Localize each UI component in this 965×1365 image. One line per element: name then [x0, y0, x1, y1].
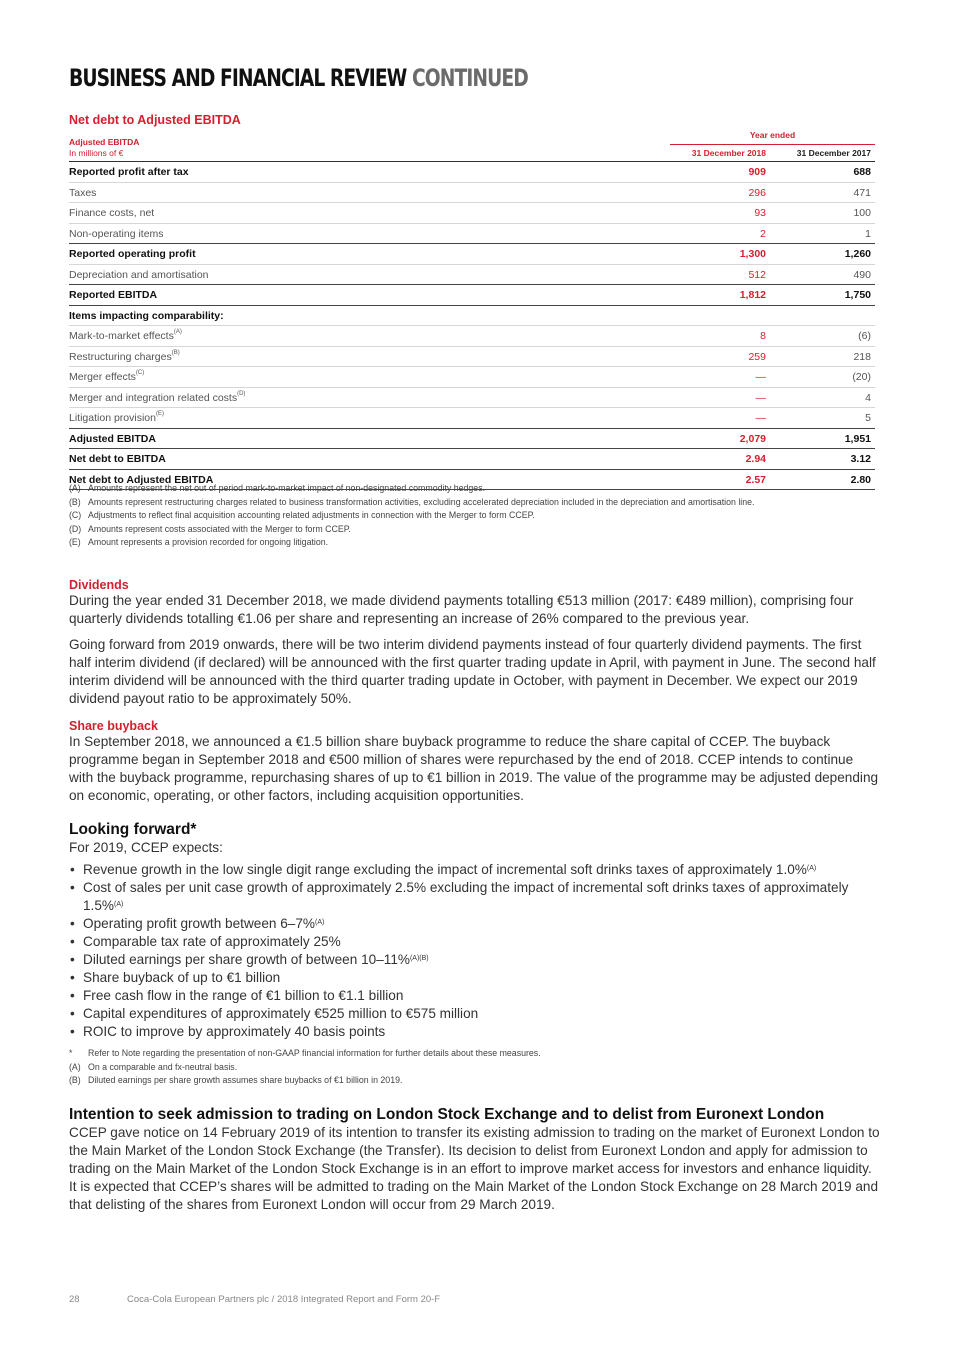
lse-section — [69, 1106, 881, 1214]
footnote — [69, 496, 875, 510]
table-row — [69, 449, 875, 470]
list-item — [69, 969, 881, 987]
value-2017: (20) — [852, 371, 871, 383]
value-2018: 2 — [760, 227, 766, 240]
table-header-label: Adjusted EBITDA — [69, 137, 140, 147]
row-label-text: Mark-to-market effects — [69, 330, 174, 342]
looking-forward-heading: Looking forward* — [69, 821, 197, 838]
list-item — [69, 987, 881, 1005]
footnote — [69, 1061, 881, 1075]
bullet-text: Comparable tax rate of approximately 25% — [83, 934, 341, 949]
value-2017: 100 — [853, 207, 871, 219]
row-label-text: Merger and integration related costs — [69, 391, 238, 404]
table-row — [69, 285, 875, 306]
page-title — [69, 64, 528, 92]
row-label-text: Reported operating profit — [69, 248, 196, 260]
value-2018: — — [755, 412, 766, 424]
table-row — [69, 265, 875, 286]
row-label — [69, 248, 196, 260]
value-2018: 259 — [748, 350, 766, 363]
value-2017: 688 — [853, 166, 871, 178]
row-footnote-ref: (A) — [173, 329, 182, 335]
table-row — [69, 429, 875, 450]
footnote-key: (A) — [69, 483, 81, 493]
value-2017: (6) — [858, 330, 871, 342]
table-row — [69, 388, 875, 409]
value-2018: 8 — [760, 330, 766, 342]
value-2018: 2.94 — [745, 453, 766, 465]
footnote — [69, 482, 875, 496]
row-label-text: Litigation provision — [69, 412, 156, 424]
table-row — [69, 347, 875, 368]
footnote-text: Amount represents a provision recorded for ongoing litigation. — [88, 537, 329, 547]
row-footnote-ref: (C) — [135, 370, 145, 376]
row-label-text: Reported profit after tax — [69, 166, 189, 178]
row-label — [69, 269, 209, 281]
footnote — [69, 536, 875, 550]
footnote — [69, 523, 875, 537]
footnote — [69, 509, 875, 523]
footnote — [69, 1047, 881, 1061]
table-footnotes — [69, 482, 875, 550]
column-header-2017: 31 December 2017 — [796, 148, 871, 158]
bullet-text: ROIC to improve by approximately 40 basis points — [83, 1024, 386, 1039]
year-ended-label: Year ended — [670, 130, 875, 145]
footnote-text: Amounts represent costs associated with the Merger to form CCEP. — [88, 523, 351, 534]
table-title: Net debt to Adjusted EBITDA — [69, 113, 241, 127]
looking-forward-section — [69, 821, 881, 1088]
value-2017: 218 — [853, 350, 871, 363]
value-2018: 2,079 — [739, 432, 766, 445]
list-item — [69, 915, 881, 933]
row-label-text: Reported EBITDA — [69, 289, 158, 301]
row-label-text: Non-operating items — [69, 227, 164, 240]
footnote-key: (A) — [69, 1061, 81, 1072]
bullet-text: Diluted earnings per share growth of between 10–11% — [83, 952, 410, 967]
list-item — [69, 1005, 881, 1023]
footnote — [69, 1074, 881, 1088]
bullet-text: Free cash flow in the range of €1 billion to €1.1 billion — [83, 988, 404, 1003]
row-label — [69, 453, 166, 465]
footnote-text: On a comparable and fx-neutral basis. — [88, 1061, 238, 1072]
list-item — [69, 933, 881, 951]
row-label-text: Merger effects — [69, 371, 136, 383]
row-label — [69, 166, 189, 178]
value-2017: 3.12 — [850, 453, 871, 465]
table-row — [69, 203, 875, 224]
footer-text: Coca-Cola European Partners plc / 2018 Integrated Report and Form 20-F — [127, 1294, 441, 1305]
value-2017: 5 — [865, 412, 871, 424]
table-row — [69, 162, 875, 183]
bullet-text: Operating profit growth between 6–7% — [83, 916, 315, 931]
looking-forward-intro: For 2019, CCEP expects: — [69, 840, 223, 855]
footnote-text: Refer to Note regarding the presentation of non-GAAP financial information for further details about these measures. — [88, 1048, 541, 1058]
footnote-key: (C) — [69, 510, 82, 520]
dividends-paragraph-1: During the year ended 31 December 2018, we made dividend payments totalling €513 million (2017: €489 million), comprising four quarterly dividends totalling €1.06 per share and representing an increase of 26% compared to the previous year. — [69, 593, 854, 626]
row-label-text: Net debt to Adjusted EBITDA — [69, 473, 214, 486]
table-header — [69, 130, 875, 162]
dividends-paragraph-2: Going forward from 2019 onwards, there will be two interim dividend payments instead of four quarterly dividend payments. The first half interim dividend (if declared) will be announced with the first quarter trading update in April, with payment in June. The second half interim dividend will be announced with the third quarter trading update in October, with payment in December. We expect our 2019 dividend payout ratio to be approximately 50%. — [69, 637, 876, 706]
bullet-text: Revenue growth in the low single digit range excluding the impact of incremental soft drinks taxes of approximately 1.0% — [83, 862, 807, 877]
footnote-text: Diluted earnings per share growth assumes share buybacks of €1 billion in 2019. — [88, 1075, 403, 1085]
row-label — [69, 392, 245, 404]
footnote-text: Amounts represent the net out of period mark-to-market impact of non-designated commodity hedges. — [88, 483, 486, 493]
value-2017: 1,750 — [844, 289, 871, 301]
footnote-key: (B) — [69, 1075, 81, 1085]
list-item — [69, 1023, 881, 1041]
table-row — [69, 224, 875, 245]
bullet-footnote-ref: (A) — [113, 901, 124, 908]
table-row — [69, 244, 875, 265]
row-footnote-ref: (B) — [171, 349, 180, 356]
table-row — [69, 408, 875, 429]
row-label — [69, 330, 182, 342]
table-row — [69, 367, 875, 388]
value-2018: 1,812 — [739, 289, 766, 301]
footnote-text: Amounts represent restructuring charges related to business transformation activities, excluding accelerated depreciation included in the depreciation and amortisation line. — [88, 496, 755, 507]
dividends-heading: Dividends — [69, 578, 129, 592]
row-label-text: Depreciation and amortisation — [69, 268, 209, 281]
value-2018: 93 — [754, 207, 766, 219]
table-header-units: In millions of € — [69, 148, 124, 158]
footnote-key: (E) — [69, 537, 81, 547]
outlook-footnotes — [69, 1047, 881, 1088]
table-row — [69, 183, 875, 204]
bullet-text: Cost of sales per unit case growth of approximately 2.5% excluding the impact of incremental soft drinks taxes of approximately 1.5% — [83, 880, 849, 913]
row-label — [69, 412, 164, 424]
bullet-text: Share buyback of up to €1 billion — [83, 970, 281, 985]
list-item — [69, 879, 881, 915]
value-2018: 2.57 — [745, 473, 766, 486]
row-footnote-ref: (D) — [237, 390, 246, 397]
lse-paragraph: CCEP gave notice on 14 February 2019 of its intention to transfer its existing admission to trading on the market of Euronext London to the Main Market of the London Stock Exchange (the Transfer). Its decision to delist from Euronext London and apply for admission to trading on the Main Market of the London Stock Exchange is in an effort to improve market access for investors and enhance liquidity. It is expected that CCEP’s shares will be admitted to trading on the Main Market of the London Stock Exchange on 28 March 2019 and that delisting of the shares from Euronext London will occur from 29 March 2019. — [69, 1125, 880, 1212]
row-label-text: Taxes — [69, 186, 97, 199]
footnote-key: (D) — [69, 523, 82, 534]
row-label-text: Restructuring charges — [69, 350, 172, 363]
bullet-footnote-ref: (A) — [806, 865, 817, 872]
value-2018: 296 — [748, 186, 766, 199]
page-number: 28 — [69, 1294, 80, 1305]
title-main: BUSINESS AND FINANCIAL REVIEW — [69, 64, 407, 92]
dividends-section — [69, 578, 881, 708]
table-row — [69, 326, 875, 347]
row-label — [69, 228, 164, 240]
row-label — [69, 207, 154, 219]
list-item — [69, 951, 881, 969]
row-label — [69, 433, 156, 445]
page-footer — [69, 1294, 440, 1305]
list-item — [69, 861, 881, 879]
row-label — [69, 187, 96, 199]
value-2018: 512 — [748, 268, 766, 281]
footnote-text: Adjustments to reflect final acquisition accounting related adjustments in connection with the Merger to form CCEP. — [88, 510, 535, 520]
row-label — [69, 310, 224, 322]
value-2018: 909 — [748, 166, 766, 178]
row-label — [69, 351, 180, 363]
footnote-key: (B) — [69, 496, 81, 507]
row-label-text: Finance costs, net — [69, 207, 155, 219]
share-buyback-section — [69, 719, 881, 805]
outlook-bullet-list — [69, 861, 881, 1041]
lse-heading: Intention to seek admission to trading on London Stock Exchange and to delist from Euronext London — [69, 1106, 825, 1123]
table-row — [69, 306, 875, 327]
row-footnote-ref: (E) — [155, 411, 164, 417]
row-label-text: Adjusted EBITDA — [69, 432, 156, 445]
bullet-text: Capital expenditures of approximately €525 million to €575 million — [83, 1006, 479, 1021]
value-2017: 1,951 — [844, 432, 871, 445]
table-body — [69, 162, 875, 490]
value-2017: 1,260 — [844, 248, 871, 260]
title-suffix: CONTINUED — [411, 64, 528, 92]
share-buyback-heading: Share buyback — [69, 719, 158, 733]
row-label-text: Items impacting comparability: — [69, 309, 224, 322]
value-2017: 471 — [853, 186, 871, 199]
bullet-footnote-ref: (A)(B) — [409, 955, 429, 962]
value-2018: — — [755, 391, 766, 404]
bullet-footnote-ref: (A) — [315, 919, 325, 926]
value-2018: — — [755, 371, 766, 383]
value-2017: 490 — [853, 268, 871, 281]
row-label-text: Net debt to EBITDA — [69, 453, 166, 465]
share-buyback-paragraph: In September 2018, we announced a €1.5 billion share buyback programme to reduce the share capital of CCEP. The buyback programme began in September 2018 and €500 million of shares were repurchased by the end of 2018. CCEP intends to continue with the buyback programme, repurchasing shares of up to €1 billion in 2019. The value of the programme may be adjusted depending on economic, operating, or other factors, including acquisition opportunities. — [69, 734, 879, 803]
ebitda-table — [69, 130, 875, 490]
footnote-key: * — [69, 1048, 73, 1058]
row-label — [69, 371, 144, 383]
value-2017: 4 — [865, 391, 871, 404]
row-label — [69, 289, 157, 301]
value-2017: 2.80 — [850, 473, 871, 486]
value-2018: 1,300 — [739, 248, 766, 260]
column-header-2018: 31 December 2018 — [691, 148, 766, 158]
value-2017: 1 — [865, 227, 871, 240]
